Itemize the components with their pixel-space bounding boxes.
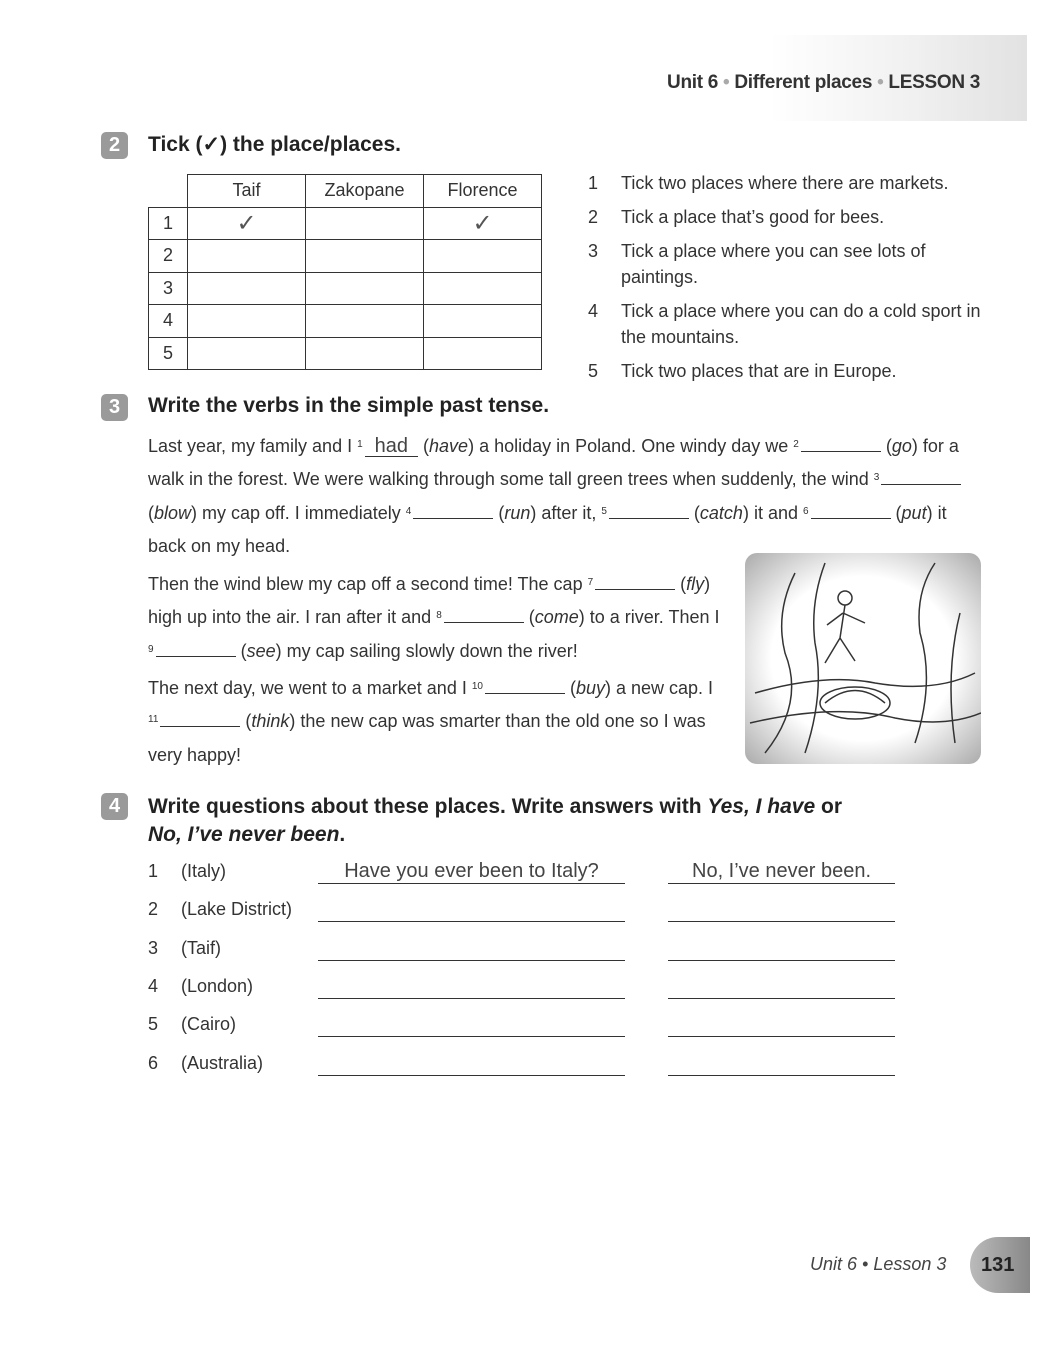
gap-blank[interactable]: [609, 501, 689, 519]
story-text: Last year, my family and I: [148, 436, 358, 456]
gap-blank[interactable]: [156, 639, 236, 657]
question-line[interactable]: [318, 898, 625, 922]
question-line[interactable]: [318, 975, 625, 999]
place-label: (Italy): [181, 861, 226, 881]
instruction-text: Tick two places that are in Europe.: [621, 361, 897, 381]
exercise-title: [148, 793, 968, 849]
row-number: 3: [149, 272, 188, 305]
gap-number: 10: [471, 681, 483, 692]
row-number: 5: [149, 337, 188, 370]
exercise-number-badge: 4: [101, 793, 128, 820]
column-header: Taif: [188, 175, 306, 208]
instruction-number: 2: [588, 207, 599, 227]
tick-cell[interactable]: [306, 240, 424, 273]
row-number: 4: [148, 975, 159, 996]
tick-cell[interactable]: [424, 272, 542, 305]
header-unit: Unit 6: [667, 72, 719, 93]
tick-cell[interactable]: [424, 240, 542, 273]
table-header-row: [149, 175, 542, 208]
story-text: ) my cap sailing slowly down the river!: [275, 640, 578, 661]
tick-table: [148, 174, 542, 370]
place-label: (Lake District): [181, 899, 293, 920]
tick-cell[interactable]: ✓: [188, 207, 306, 240]
tick-cell[interactable]: [306, 272, 424, 305]
tick-cell[interactable]: [306, 207, 424, 240]
story-text: (: [880, 436, 892, 456]
story-text: ) to a river. Then I: [578, 607, 720, 628]
story-text: (: [493, 502, 505, 523]
answer-line[interactable]: [668, 1013, 895, 1037]
row-number: 6: [148, 1052, 159, 1073]
instruction-item: [588, 170, 988, 196]
gap-blank[interactable]: [160, 709, 240, 727]
exercise-title: Write the verbs in the simple past tense.: [148, 394, 550, 417]
page-number: 131: [970, 1237, 1030, 1293]
story-text: (: [240, 711, 252, 732]
story-text: (: [890, 502, 902, 523]
row-number: 4: [149, 305, 188, 338]
row-number: 5: [148, 1014, 159, 1035]
column-header: Florence: [424, 175, 542, 208]
instruction-number: 5: [588, 361, 599, 381]
verb-prompt: blow: [154, 502, 192, 523]
question-row: [148, 1053, 318, 1077]
story-text: ) the new cap was smarter than the old one so I was very happy!: [148, 711, 706, 765]
place-label: (Cairo): [181, 1014, 237, 1035]
verb-prompt: catch: [699, 502, 743, 523]
gap-number: 6: [802, 505, 809, 517]
gap-blank[interactable]: [881, 467, 961, 485]
verb-prompt: come: [534, 607, 579, 628]
story-text: ) after it,: [530, 502, 602, 523]
gap-answer[interactable]: had: [365, 436, 418, 457]
title-text: Write questions about these places. Write answers with: [148, 795, 708, 818]
place-label: (Australia): [181, 1052, 264, 1073]
gap-number: 5: [601, 505, 607, 517]
instruction-list: [588, 170, 988, 392]
gap-number: 9: [148, 643, 154, 655]
gap-blank[interactable]: [801, 434, 881, 452]
tick-cell[interactable]: [424, 337, 542, 370]
table-row: [149, 240, 542, 273]
verb-prompt: have: [429, 436, 469, 456]
story-text: (: [418, 436, 430, 456]
tick-cell[interactable]: [306, 305, 424, 338]
story-text: The next day, we went to a market and I: [148, 678, 472, 698]
tick-cell[interactable]: [188, 240, 306, 273]
table-row: [149, 305, 542, 338]
question-row: [148, 1014, 318, 1038]
gap-number: 3: [873, 472, 880, 484]
row-number: 2: [148, 899, 159, 920]
story-text: (: [523, 607, 535, 628]
table-row: [149, 207, 542, 240]
tick-cell[interactable]: [306, 337, 424, 370]
title-italic: Yes, I have: [707, 795, 816, 818]
question-row: [148, 938, 318, 962]
question-line[interactable]: Have you ever been to Italy?: [318, 860, 625, 884]
gap-number: 1: [357, 439, 363, 450]
instruction-item: [588, 358, 988, 384]
header-topic: Different places: [734, 72, 873, 93]
answer-line[interactable]: [668, 975, 895, 999]
header-separator: •: [877, 72, 884, 93]
row-number: 1: [149, 207, 188, 240]
question-row: [148, 976, 318, 1000]
boy-chasing-cap-illustration: [745, 553, 981, 764]
instruction-item: [588, 238, 988, 290]
title-italic: No, I’ve never been: [148, 823, 340, 846]
gap-blank[interactable]: [485, 676, 565, 694]
gap-number: 8: [436, 610, 442, 622]
verb-prompt: fly: [686, 574, 705, 594]
place-label: (London): [181, 975, 254, 996]
verb-prompt: see: [246, 640, 276, 661]
column-header: Zakopane: [306, 175, 424, 208]
row-number: 2: [149, 240, 188, 273]
story-text: ) it back on my head.: [148, 502, 947, 556]
exercise-title: Tick (✓) the place/places.: [148, 133, 401, 156]
title-text: .: [339, 823, 346, 846]
table-row: [149, 272, 542, 305]
instruction-number: 3: [588, 241, 599, 261]
verb-prompt: put: [901, 502, 927, 523]
tick-cell[interactable]: [188, 337, 306, 370]
story-text: (: [148, 502, 154, 523]
story-text: ) for a walk in the forest. We were walking through some tall green trees when suddenly, the wind: [148, 436, 959, 490]
tick-cell[interactable]: [188, 272, 306, 305]
story-text: ) high up into the air. I ran after it and: [148, 574, 711, 628]
story-paragraph: [148, 568, 726, 668]
story-text: (: [564, 678, 576, 698]
instruction-text: Tick two places where there are markets.: [621, 173, 949, 193]
verb-prompt: think: [251, 711, 290, 732]
verb-prompt: run: [504, 502, 531, 523]
story-text: ) my cap off. I immediately: [191, 502, 406, 523]
tick-cell[interactable]: [424, 305, 542, 338]
instruction-text: Tick a place where you can do a cold sport in the mountains.: [621, 301, 981, 347]
question-line[interactable]: [318, 937, 625, 961]
answer-line[interactable]: [668, 898, 895, 922]
story-illustration: [745, 553, 981, 764]
header-lesson: LESSON 3: [888, 72, 980, 93]
place-label: (Taif): [181, 937, 221, 958]
gap-blank[interactable]: [595, 572, 675, 590]
table-row: [149, 337, 542, 370]
story-paragraph: [148, 430, 973, 563]
instruction-text: Tick a place where you can see lots of paintings.: [621, 241, 926, 287]
story-text: ) a holiday in Poland. One windy day we: [468, 436, 794, 456]
story-text: (: [688, 502, 700, 523]
story-text: (: [675, 574, 687, 594]
instruction-number: 4: [588, 301, 599, 321]
gap-number: 4: [405, 505, 412, 517]
gap-blank[interactable]: [811, 501, 891, 519]
verb-prompt: buy: [575, 678, 605, 698]
question-line[interactable]: [318, 1013, 625, 1037]
story-text: Then the wind blew my cap off a second time! The cap: [148, 574, 588, 594]
story-text: ) it and: [742, 502, 803, 523]
gap-blank[interactable]: [444, 605, 524, 623]
story-text: ) a new cap. I: [605, 678, 714, 698]
running-header: [667, 72, 980, 94]
instruction-item: [588, 204, 988, 230]
instruction-item: [588, 298, 988, 350]
gap-number: 11: [148, 714, 159, 726]
story-paragraph: [148, 672, 718, 772]
row-number: 3: [148, 937, 159, 958]
question-row: [148, 899, 318, 923]
question-row: [148, 861, 318, 885]
exercise-number-badge: 2: [101, 132, 128, 159]
answer-line[interactable]: [668, 937, 895, 961]
answer-line[interactable]: [668, 1052, 895, 1076]
verb-prompt: go: [891, 436, 912, 456]
gap-blank[interactable]: [413, 501, 493, 519]
question-line[interactable]: [318, 1052, 625, 1076]
title-text: or: [815, 795, 843, 818]
instruction-number: 1: [588, 173, 599, 193]
exercise-number-badge: 3: [101, 394, 128, 421]
instruction-text: Tick a place that’s good for bees.: [621, 207, 885, 227]
row-number: 1: [148, 861, 159, 881]
tick-cell[interactable]: [188, 305, 306, 338]
story-text: (: [235, 640, 247, 661]
header-separator: •: [723, 72, 730, 93]
footer-text: Unit 6 • Lesson 3: [810, 1254, 947, 1274]
tick-cell[interactable]: ✓: [424, 207, 542, 240]
answer-line[interactable]: No, I’ve never been.: [668, 860, 895, 884]
gap-number: 7: [587, 577, 594, 588]
gap-number: 2: [793, 439, 799, 450]
